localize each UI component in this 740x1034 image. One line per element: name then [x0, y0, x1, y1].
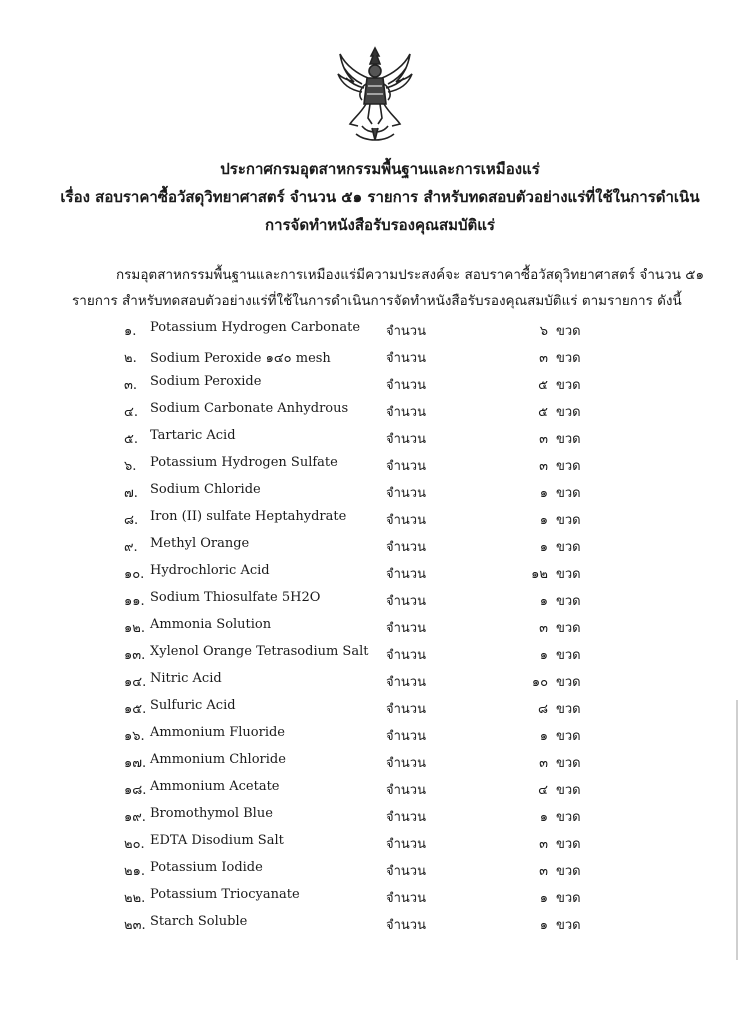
- list-item: [0, 856, 740, 883]
- scan-edge-mark: [736, 700, 738, 960]
- list-item: [0, 451, 740, 478]
- item-quantity: ๑: [539, 594, 548, 609]
- item-quantity: ๓: [539, 621, 548, 636]
- item-quantity-label: จำนวน: [386, 810, 426, 825]
- item-number: ๔.: [124, 405, 138, 420]
- item-quantity-label: จำนวน: [386, 675, 426, 690]
- item-name: Xylenol Orange Tetrasodium Salt: [150, 644, 369, 659]
- item-quantity-label: จำนวน: [386, 567, 426, 582]
- list-item: [0, 640, 740, 667]
- item-quantity-label: จำนวน: [386, 540, 426, 555]
- item-name: Starch Soluble: [150, 914, 248, 929]
- item-unit: ขวด: [556, 756, 581, 771]
- item-unit: ขวด: [556, 486, 581, 501]
- item-unit: ขวด: [556, 729, 581, 744]
- list-item: [0, 586, 740, 613]
- item-name: Iron (II) sulfate Heptahydrate: [150, 509, 347, 524]
- item-name: Ammonia Solution: [150, 617, 272, 632]
- item-quantity: ๓: [539, 837, 548, 852]
- item-number: ๑๕.: [124, 702, 147, 717]
- item-name: Potassium Iodide: [150, 860, 263, 875]
- item-number: ๗.: [124, 486, 138, 501]
- item-number: ๑๔.: [124, 675, 147, 690]
- item-quantity-label: จำนวน: [386, 864, 426, 879]
- item-unit: ขวด: [556, 864, 581, 879]
- item-unit: ขวด: [556, 567, 581, 582]
- item-quantity-label: จำนวน: [386, 405, 426, 420]
- item-number: ๑๗.: [124, 756, 147, 771]
- item-number: ๒๒.: [124, 891, 146, 906]
- item-quantity-label: จำนวน: [386, 729, 426, 744]
- list-item: [0, 667, 740, 694]
- item-quantity-label: จำนวน: [386, 594, 426, 609]
- item-quantity: ๘: [537, 702, 548, 717]
- item-name: Ammonium Fluoride: [150, 725, 285, 740]
- list-item: [0, 478, 740, 505]
- item-name: Potassium Triocyanate: [150, 887, 300, 902]
- item-quantity: ๑: [539, 918, 548, 933]
- item-quantity: ๑: [539, 729, 548, 744]
- item-quantity: ๓: [539, 756, 548, 771]
- item-unit: ขวด: [556, 594, 581, 609]
- item-name: Potassium Hydrogen Carbonate: [150, 320, 361, 335]
- item-name: Methyl Orange: [150, 536, 250, 551]
- item-quantity: ๑: [539, 810, 548, 825]
- list-item: [0, 829, 740, 856]
- list-item: [0, 370, 740, 397]
- item-quantity-label: จำนวน: [386, 378, 426, 393]
- item-quantity: ๓: [539, 351, 548, 366]
- item-quantity: ๓: [539, 864, 548, 879]
- item-unit: ขวด: [556, 702, 581, 717]
- item-unit: ขวด: [556, 513, 581, 528]
- item-name: Ammonium Chloride: [150, 752, 286, 767]
- item-quantity-label: จำนวน: [386, 756, 426, 771]
- list-item: [0, 316, 740, 343]
- item-name: Tartaric Acid: [150, 428, 236, 443]
- list-item: [0, 775, 740, 802]
- item-quantity-label: จำนวน: [386, 486, 426, 501]
- item-unit: ขวด: [556, 405, 581, 420]
- item-number: ๑.: [124, 324, 137, 339]
- item-unit: ขวด: [556, 837, 581, 852]
- item-unit: ขวด: [556, 648, 581, 663]
- item-name: Sodium Peroxide ๑๔๐ mesh: [150, 351, 331, 366]
- item-quantity: ๓: [539, 459, 548, 474]
- item-name: Sodium Carbonate Anhydrous: [150, 401, 349, 416]
- item-unit: ขวด: [556, 459, 581, 474]
- item-unit: ขวด: [556, 675, 581, 690]
- item-quantity-label: จำนวน: [386, 513, 426, 528]
- item-number: ๒๓.: [124, 918, 146, 933]
- item-quantity-label: จำนวน: [386, 702, 426, 717]
- item-quantity-label: จำนวน: [386, 432, 426, 447]
- item-quantity-label: จำนวน: [386, 351, 426, 366]
- list-item: [0, 532, 740, 559]
- intro-line-1: กรมอุตสาหกรรมพื้นฐานและการเหมืองแร่มีความประสงค์จะ สอบราคาซื้อวัสดุวิทยาศาสตร์ จำนวน ๕๑: [116, 267, 705, 283]
- list-item: [0, 883, 740, 910]
- intro-paragraph: [72, 262, 712, 314]
- item-number: ๑๙.: [124, 810, 146, 825]
- item-quantity: ๑: [539, 891, 548, 906]
- title-line-2: เรื่อง สอบราคาซื้อวัสดุวิทยาศาสตร์ จำนวน ๕๑ รายการ สำหรับทดสอบตัวอย่างแร่ที่ใช้ในการดำเนิน: [60, 188, 700, 206]
- item-quantity: ๕: [538, 378, 548, 393]
- item-number: ๘.: [124, 513, 139, 528]
- item-unit: ขวด: [556, 351, 581, 366]
- item-unit: ขวด: [556, 891, 581, 906]
- item-quantity: ๑๐: [531, 675, 548, 690]
- intro-line-2: รายการ สำหรับทดสอบตัวอย่างแร่ที่ใช้ในการดำเนินการจัดทำหนังสือรับรองคุณสมบัติแร่ ตามรายการ ดังนี้: [72, 293, 682, 309]
- item-number: ๑๒.: [124, 621, 145, 636]
- list-item: [0, 559, 740, 586]
- item-name: Bromothymol Blue: [150, 806, 273, 821]
- list-item: [0, 424, 740, 451]
- item-list: [0, 316, 740, 937]
- item-quantity-label: จำนวน: [386, 648, 426, 663]
- list-item: [0, 613, 740, 640]
- item-number: ๓.: [124, 378, 138, 393]
- item-quantity-label: จำนวน: [386, 918, 426, 933]
- item-number: ๑๐.: [124, 567, 145, 582]
- item-quantity-label: จำนวน: [386, 324, 426, 339]
- item-unit: ขวด: [556, 540, 581, 555]
- item-name: Potassium Hydrogen Sulfate: [150, 455, 338, 470]
- announcement-title: [60, 155, 700, 239]
- item-name: Sulfuric Acid: [150, 698, 236, 713]
- item-name: Sodium Peroxide: [150, 374, 262, 389]
- item-unit: ขวด: [556, 810, 581, 825]
- item-number: ๒๑.: [124, 864, 145, 879]
- item-quantity-label: จำนวน: [386, 837, 426, 852]
- garuda-emblem-icon: [332, 44, 418, 146]
- item-number: ๑๘.: [124, 783, 147, 798]
- item-quantity: ๔: [538, 783, 548, 798]
- title-line-3: การจัดทำหนังสือรับรองคุณสมบัติแร่: [265, 216, 495, 234]
- item-name: Sodium Thiosulfate 5H2O: [150, 590, 321, 605]
- item-quantity-label: จำนวน: [386, 621, 426, 636]
- item-quantity: ๑: [539, 648, 548, 663]
- list-item: [0, 343, 740, 370]
- item-unit: ขวด: [556, 621, 581, 636]
- item-quantity: ๑: [539, 513, 548, 528]
- item-quantity-label: จำนวน: [386, 459, 426, 474]
- item-number: ๑๓.: [124, 648, 146, 663]
- item-quantity: ๕: [538, 405, 548, 420]
- item-number: ๙.: [124, 540, 138, 555]
- list-item: [0, 910, 740, 937]
- item-quantity: ๑: [539, 486, 548, 501]
- item-name: Nitric Acid: [150, 671, 222, 686]
- item-name: Sodium Chloride: [150, 482, 261, 497]
- item-number: ๒.: [124, 351, 137, 366]
- item-quantity: ๓: [539, 432, 548, 447]
- list-item: [0, 397, 740, 424]
- item-quantity: ๑๒: [531, 567, 548, 582]
- list-item: [0, 505, 740, 532]
- list-item: [0, 694, 740, 721]
- list-item: [0, 802, 740, 829]
- item-quantity: ๖: [539, 324, 548, 339]
- item-quantity-label: จำนวน: [386, 783, 426, 798]
- item-number: ๖.: [124, 459, 137, 474]
- title-line-1: ประกาศกรมอุตสาหกรรมพื้นฐานและการเหมืองแร่: [220, 160, 540, 178]
- item-unit: ขวด: [556, 432, 581, 447]
- item-name: Ammonium Acetate: [150, 779, 280, 794]
- list-item: [0, 748, 740, 775]
- item-unit: ขวด: [556, 324, 581, 339]
- item-number: ๒๐.: [124, 837, 145, 852]
- item-name: EDTA Disodium Salt: [150, 833, 284, 848]
- item-unit: ขวด: [556, 918, 581, 933]
- item-number: ๑๑.: [124, 594, 145, 609]
- item-quantity: ๑: [539, 540, 548, 555]
- item-name: Hydrochloric Acid: [150, 563, 270, 578]
- item-unit: ขวด: [556, 378, 581, 393]
- item-number: ๑๖.: [124, 729, 145, 744]
- item-quantity-label: จำนวน: [386, 891, 426, 906]
- item-number: ๕.: [124, 432, 138, 447]
- list-item: [0, 721, 740, 748]
- item-unit: ขวด: [556, 783, 581, 798]
